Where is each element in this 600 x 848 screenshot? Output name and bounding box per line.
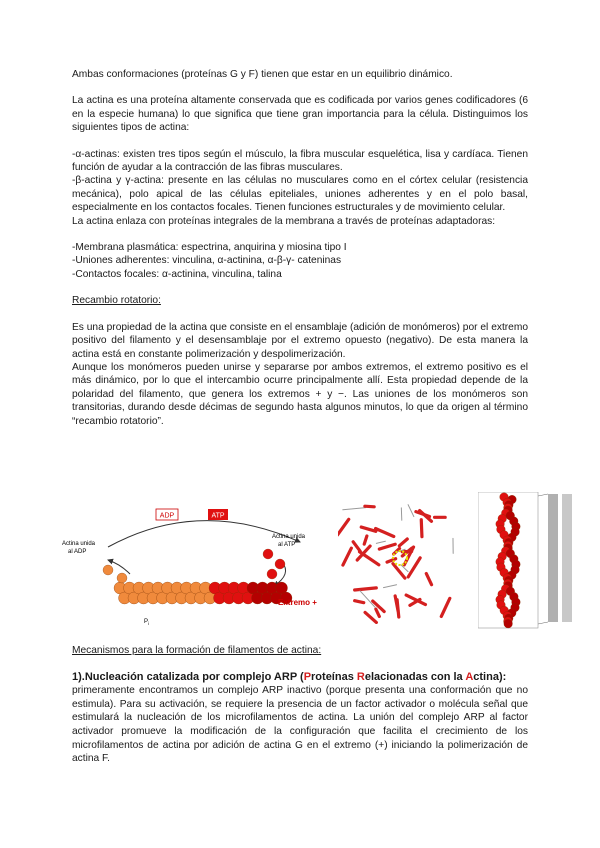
paragraph-1: Ambas conformaciones (proteínas G y F) tienen que estar en un equilibrio dinámico. bbox=[72, 69, 453, 80]
ribbon-strand bbox=[441, 598, 450, 616]
treadmilling-diagram bbox=[60, 502, 340, 627]
paragraph-recambio-2: Aunque los monómeros pueden unirse y separarse por ambos extremos, el extremo positivo es el más dinámico, por lo que el intercambio ocurre principalmente allí. Esta propiedad depende de la polaridad del filamento, que genera los extremos + y −. Las uniones de los monómeros son transitorias, durando desde décimas de segundo hasta algunos minutos, lo que da origen al término “recambio rotatorio”. bbox=[72, 361, 528, 427]
right-label-2: al ATP bbox=[278, 542, 296, 548]
left-label-1: Actina unida bbox=[62, 541, 96, 547]
list-item: -Uniones adherentes: vinculina, α-actinina, α-β-γ- cateninas bbox=[72, 255, 342, 267]
ribbon-strand bbox=[355, 601, 364, 603]
section-heading-recambio: Recambio rotatorio: bbox=[72, 295, 161, 307]
pi-subscript: i bbox=[148, 621, 149, 626]
ribbon-strand bbox=[353, 542, 360, 551]
section-heading-mecanismos: Mecanismos para la formación de filamentos de actina: bbox=[72, 645, 322, 656]
title-part: Nucleación catalizada por complejo ARP ( bbox=[84, 670, 304, 683]
free-adp-monomer bbox=[103, 565, 113, 575]
ribbon-strand bbox=[379, 544, 395, 549]
ribbon-strand bbox=[360, 591, 375, 607]
actin-monomer-structure bbox=[338, 494, 468, 624]
ribbon-strand bbox=[408, 505, 414, 517]
ribbon-strand bbox=[361, 527, 376, 531]
adp-label: ADP bbox=[159, 512, 175, 520]
extremo-label: Extremo + bbox=[278, 598, 317, 607]
free-atp-monomer bbox=[267, 569, 277, 579]
em-strip-2 bbox=[562, 494, 572, 622]
free-atp-monomer bbox=[275, 559, 285, 569]
subsection-number: 1). bbox=[72, 670, 85, 683]
title-initial-r: R bbox=[356, 670, 365, 683]
title-part: ctina): bbox=[473, 670, 507, 683]
ribbon-strand bbox=[355, 588, 377, 590]
ribbon-strand bbox=[397, 600, 399, 617]
ribbon-strand bbox=[364, 536, 367, 544]
text-body bbox=[72, 68, 528, 428]
paragraph-alpha-actins: -α-actinas: existen tres tipos según el músculo, la fibra muscular esquelética, lisa y cardíaca. Tienen función de ayudar a la contracción de las fibras musculares. bbox=[72, 148, 528, 174]
zoom-line-bottom bbox=[538, 622, 548, 624]
free-atp-monomer bbox=[263, 549, 273, 559]
ribbon-strand bbox=[376, 529, 394, 537]
paragraph-arp: primeramente encontramos un complejo ARP inactivo (porque presenta una conformación que no estimula). Para su activación, se requiere la presencia de un factor activador o molécula señal que estimulará la nucleación de los microfilamentos de actina. La unión del complejo ARP al factor activador promueve la modificación de la configuración que facilita el crecimiento de los microfilamentos de actina por adición de actina G en el extremo (+) iniciando la polimerización de actina F. bbox=[72, 685, 528, 765]
ribbon-strand bbox=[343, 508, 366, 510]
ribbon-strand bbox=[383, 585, 396, 588]
title-part: roteínas bbox=[311, 670, 357, 683]
title-initial-p: P bbox=[303, 670, 312, 683]
ribbon-strand bbox=[376, 541, 385, 543]
zoom-line-top bbox=[538, 494, 548, 496]
left-label-2: al ADP bbox=[68, 549, 87, 555]
title-part: elacionadas con la bbox=[364, 670, 466, 683]
paragraph-2: La actina es una proteína altamente conservada que es codificada por varios genes codificadores (6 en la especie humana) lo que significa que tiene gran importancia para la célula. Distinguimos los siguientes tipos de actina: bbox=[72, 95, 528, 134]
paragraph-recambio-1: Es una propiedad de la actina que consiste en el ensamblaje (adición de monómeros) por el extremo positivo del filamento y el desensamblaje por el extremo opuesto (negativo). De esta manera la actina está en constante polimerización y despolimerización. bbox=[72, 321, 528, 360]
ribbon-strand bbox=[408, 558, 420, 577]
ribbon-strand bbox=[376, 609, 379, 616]
ribbon-strand bbox=[338, 519, 349, 535]
list-item: -Membrana plasmática: espectrina, anquirina y miosina tipo I bbox=[72, 242, 347, 254]
title-initial-a: A bbox=[465, 670, 474, 683]
filament-helix bbox=[478, 492, 583, 632]
figure-row bbox=[0, 492, 600, 632]
pi-label: P bbox=[144, 619, 149, 625]
ribbon-strand bbox=[426, 574, 431, 585]
em-strip-1 bbox=[548, 494, 558, 622]
free-adp-monomer bbox=[117, 573, 127, 583]
paragraph-beta-gamma-actin: -β-actina y γ-actina: presente en las células no musculares como en el córtex celular (resistencia mecánica), polo apical de las células epiteliales, uniones adherentes y en el polo basal, especialmente en los contactos focales. Tienen funciones estructurales y de movimiento celular. bbox=[72, 175, 528, 214]
ribbon-strand bbox=[421, 520, 422, 537]
ribbon-strand bbox=[399, 539, 407, 546]
ribbon-strand bbox=[365, 612, 376, 622]
section-mechanisms bbox=[72, 644, 528, 766]
subsection-title-arp bbox=[72, 671, 528, 685]
right-label-1: Actina unida bbox=[272, 534, 306, 540]
helix-bead bbox=[504, 619, 513, 628]
paragraph-membrane-link: La actina enlaza con proteínas integrales de la membrana a través de proteínas adaptadoras: bbox=[72, 215, 496, 227]
ribbon-strand bbox=[365, 506, 374, 507]
ribbon-strand bbox=[343, 548, 351, 565]
atp-label: ATP bbox=[211, 512, 225, 520]
list-item: -Contactos focales: α-actinina, vinculina, talina bbox=[72, 268, 282, 280]
actin-filament bbox=[103, 549, 292, 604]
